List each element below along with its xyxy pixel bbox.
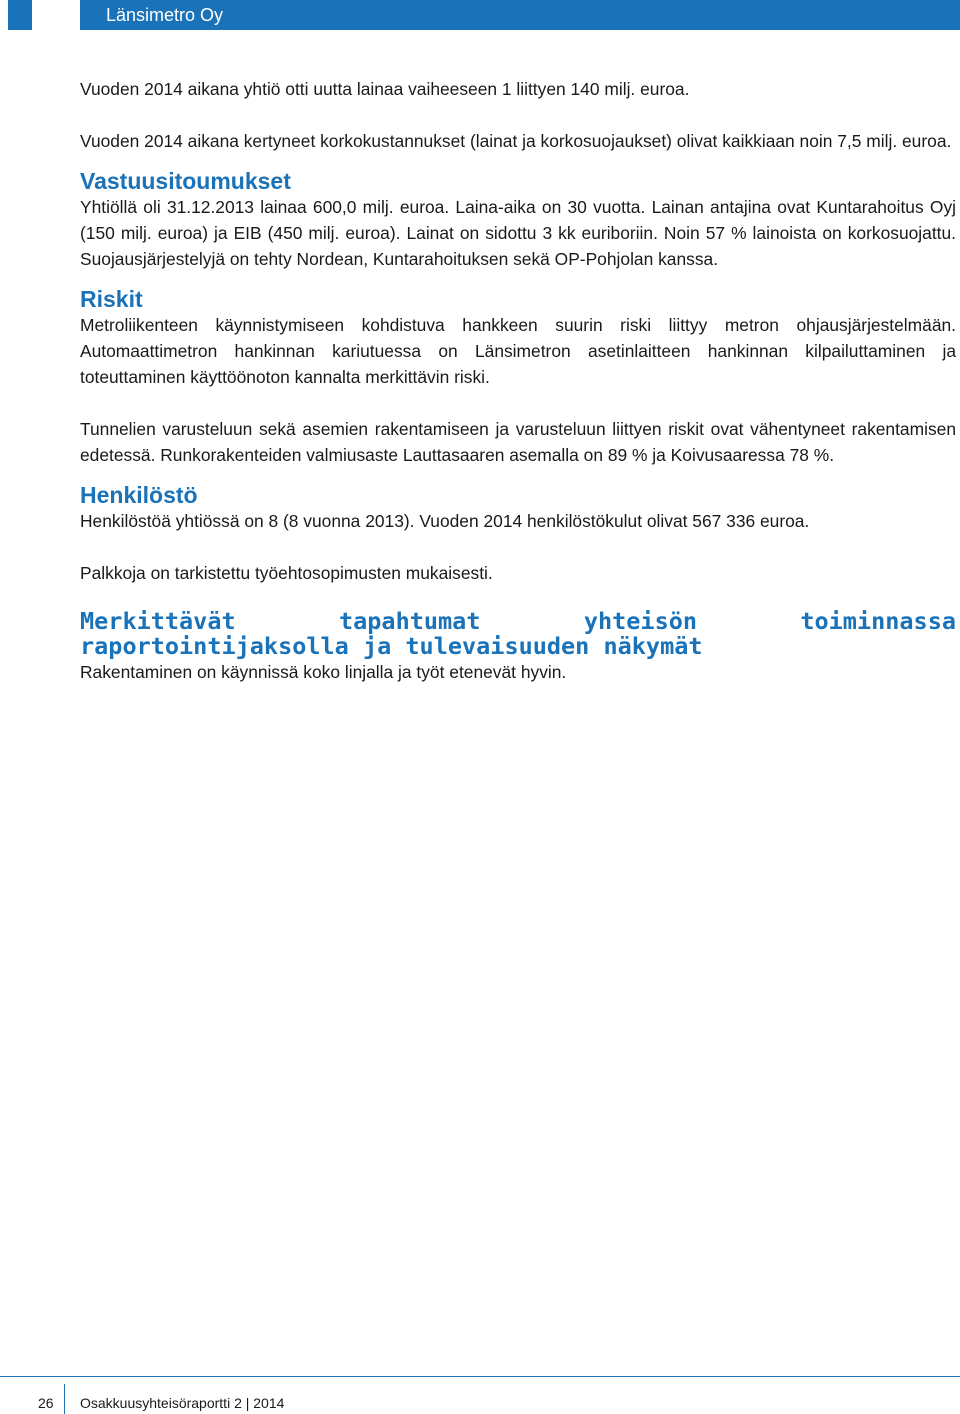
heading-henkilosto: Henkilöstö — [80, 482, 198, 508]
riskit-paragraph-1: Metroliikenteen käynnistymiseen kohdistuva hankkeen suurin riski liittyy metron ohjausjärjestelmään. Automaattimetron hankinnan kariutuessa on Länsimetron asetinlaitteen hankinnan kilpailuttaminen ja toteuttaminen käyttöönoton kannalta merkittävin riski. — [80, 315, 956, 387]
riskit-paragraph-2: Tunnelien varusteluun sekä asemien rakentamiseen ja varusteluun liittyen riskit ovat vähentyneet rakentamisen edetessä. Runkorakenteiden valmiusaste Lauttasaaren asemalla on 89 % ja Koivusaaressa 78 %. — [80, 419, 956, 465]
document-body — [80, 76, 956, 685]
intro-paragraph-1: Vuoden 2014 aikana yhtiö otti uutta lainaa vaiheeseen 1 liittyen 140 milj. euroa. — [80, 79, 690, 99]
footer-rule — [0, 1376, 960, 1377]
henkilosto-paragraph-2: Palkkoja on tarkistettu työehtosopimusten mukaisesti. — [80, 563, 493, 583]
intro-paragraph-2: Vuoden 2014 aikana kertyneet korkokustannukset (lainat ja korkosuojaukset) olivat kaikkiaan noin 7,5 milj. euroa. — [80, 131, 952, 151]
page-footer — [0, 1376, 960, 1414]
tapahtumat-paragraph: Rakentaminen on käynnissä koko linjalla ja työt etenevät hyvin. — [80, 662, 567, 682]
page-number: 26 — [38, 1395, 54, 1411]
heading-riskit: Riskit — [80, 286, 143, 312]
vastuut-paragraph: Yhtiöllä oli 31.12.2013 lainaa 600,0 milj. euroa. Laina-aika on 30 vuotta. Lainan antajina ovat Kuntarahoitus Oyj (150 milj. euroa) ja EIB (450 milj. euroa). Lainat on sidottu 3 kk euriboriin. Noin 57 % lainoista on korkosuojattu. Suojausjärjestelyjä on tehty Nordean, Kuntarahoituksen sekä OP-Pohjolan kanssa. — [80, 197, 956, 269]
header-square — [8, 0, 32, 30]
heading-vastuusitoumukset: Vastuusitoumukset — [80, 168, 291, 194]
header-title: Länsimetro Oy — [106, 5, 224, 25]
report-title: Osakkuusyhteisöraportti 2 | 2014 — [80, 1395, 285, 1411]
header-bar — [80, 0, 960, 30]
heading-tapahtumat: Merkittävät tapahtumat yhteisön toiminnassa raportointijaksolla ja tulevaisuuden näkymät — [80, 607, 956, 660]
footer-divider — [64, 1384, 65, 1414]
henkilosto-paragraph-1: Henkilöstöä yhtiössä on 8 (8 vuonna 2013). Vuoden 2014 henkilöstökulut olivat 567 336 euroa. — [80, 511, 810, 531]
